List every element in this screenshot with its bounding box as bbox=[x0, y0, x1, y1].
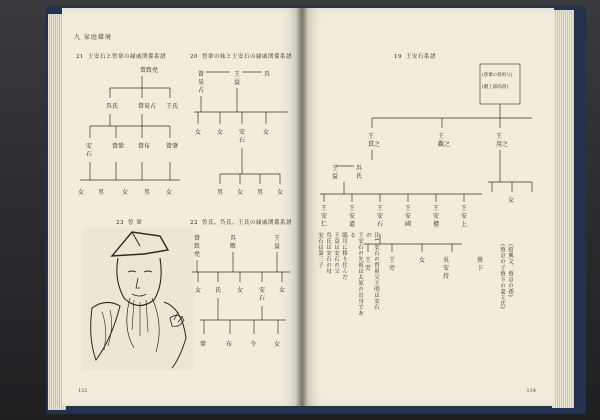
genealogy-chart-22 bbox=[190, 230, 294, 380]
node: 安 bbox=[239, 129, 246, 136]
genealogy-chart-20 bbox=[190, 62, 294, 212]
chart-number: 23 bbox=[116, 220, 124, 226]
node: 禮 bbox=[433, 221, 440, 228]
chart-title-text: 王安石と曾鞏の縁戚関係系譜 bbox=[88, 54, 167, 60]
chart-20-title bbox=[190, 52, 292, 60]
footnote-line: 安石は第三子 bbox=[317, 232, 323, 268]
node: 王氏 bbox=[166, 103, 179, 110]
node: 氏 bbox=[215, 287, 222, 294]
chart-number: 20 bbox=[190, 54, 198, 60]
node: 王 bbox=[389, 257, 396, 264]
node: 觀之 bbox=[438, 141, 451, 148]
side-note-line: (蔡京の子蔡卞の妻王氏) bbox=[499, 244, 505, 310]
footnote-line: 王益は安石の父 bbox=[333, 232, 339, 274]
node: 益 bbox=[234, 79, 241, 86]
note: (曾鞏の曾祖父) bbox=[482, 73, 513, 78]
node: 呉 bbox=[264, 71, 271, 78]
node: 國 bbox=[405, 221, 412, 228]
node: 石 bbox=[86, 151, 93, 158]
chart-title-text: 曾氏、呉氏、王氏の縁戚関係系譜 bbox=[202, 220, 293, 226]
node: 女 bbox=[279, 287, 286, 294]
node: 益 bbox=[274, 243, 281, 250]
node: 石 bbox=[239, 137, 246, 144]
node: 女 bbox=[274, 341, 281, 348]
genealogy-chart-21 bbox=[70, 62, 186, 212]
node: 男 bbox=[98, 189, 105, 196]
node: 女 bbox=[419, 257, 426, 264]
node: 易 bbox=[198, 79, 205, 86]
node: 安 bbox=[321, 213, 328, 220]
node: 女 bbox=[217, 129, 224, 136]
node: 上 bbox=[461, 221, 468, 228]
node: 令 bbox=[250, 341, 257, 348]
node: 石 bbox=[259, 295, 266, 302]
node: 堯 bbox=[194, 251, 201, 258]
node: 鞏 bbox=[200, 341, 207, 348]
node: 卞 bbox=[477, 265, 484, 272]
node: 曾 bbox=[194, 235, 201, 242]
node: 安 bbox=[433, 213, 440, 220]
node: 女 bbox=[263, 129, 270, 136]
node: 女 bbox=[166, 189, 173, 196]
node: 雱 bbox=[365, 265, 372, 272]
chart-number: 22 bbox=[190, 220, 198, 226]
footnote-line: 注1 安石の曾祖父王明は安石の bbox=[365, 232, 379, 311]
node: 曾鞏 bbox=[112, 143, 125, 150]
node: 占 bbox=[198, 87, 205, 94]
node: 吳 bbox=[443, 257, 450, 264]
portrait-illustration bbox=[82, 228, 194, 370]
footnote-line: 臨川に移り住んだ bbox=[341, 232, 347, 280]
chart-22-title bbox=[190, 218, 292, 226]
chart-21-title bbox=[76, 52, 166, 60]
node: 女 bbox=[277, 189, 284, 196]
node: 王 bbox=[274, 235, 281, 242]
node: 女 bbox=[78, 189, 85, 196]
chart-number: 19 bbox=[394, 54, 402, 60]
node: 女 bbox=[237, 189, 244, 196]
node: 曾布 bbox=[138, 143, 151, 150]
node: 安 bbox=[405, 213, 412, 220]
node: 用之 bbox=[496, 141, 509, 148]
node: 曾 bbox=[198, 71, 205, 78]
node: 女 bbox=[508, 197, 515, 204]
node: 王 bbox=[377, 205, 384, 212]
node: 王 bbox=[349, 205, 356, 212]
node: 女 bbox=[237, 287, 244, 294]
node: 王 bbox=[433, 205, 440, 212]
node: 曾致堯 bbox=[140, 67, 159, 74]
node: 安 bbox=[349, 213, 356, 220]
node: 安 bbox=[461, 213, 468, 220]
chart-number: 21 bbox=[76, 54, 84, 60]
footnote-line: 呉氏は安石の母 bbox=[325, 232, 331, 274]
chart-title-text: 曾鞏の妹と王安石の縁戚関係系譜 bbox=[202, 54, 293, 60]
node: 女 bbox=[122, 189, 129, 196]
right-page-edges bbox=[552, 10, 574, 408]
page-number-right: 134 bbox=[526, 388, 536, 394]
node: 石 bbox=[377, 221, 384, 228]
node: 蔡 bbox=[477, 257, 484, 264]
node: 致 bbox=[194, 243, 201, 250]
node: 王 bbox=[461, 205, 468, 212]
node: 曾易占 bbox=[138, 103, 157, 110]
node: 王 bbox=[234, 71, 241, 78]
node: 男 bbox=[217, 189, 224, 196]
node: 王 bbox=[321, 205, 328, 212]
node: 女 bbox=[195, 129, 202, 136]
node: 男 bbox=[257, 189, 264, 196]
footnote-line: 王安石の先祖は太原の出身である bbox=[349, 232, 363, 316]
node: 王 bbox=[365, 257, 372, 264]
node: 安 bbox=[259, 287, 266, 294]
node: 王 bbox=[438, 133, 445, 140]
node: 安 bbox=[86, 143, 93, 150]
node: 益 bbox=[332, 173, 339, 180]
node: 仁 bbox=[321, 221, 328, 228]
node: 王 bbox=[496, 133, 503, 140]
side-note-block bbox=[498, 244, 514, 318]
node: 呉 bbox=[356, 165, 363, 172]
chart-19-title bbox=[394, 52, 436, 60]
node: 畋 bbox=[230, 243, 237, 250]
running-head: 九 家庭環境 bbox=[74, 34, 112, 41]
node: 曾肇 bbox=[166, 143, 179, 150]
node: 道 bbox=[349, 221, 356, 228]
node: 安 bbox=[443, 265, 450, 272]
node: 呉 bbox=[230, 235, 237, 242]
genealogy-chart-19 bbox=[312, 62, 544, 242]
footnote-block bbox=[316, 232, 380, 316]
node: 王 bbox=[405, 205, 412, 212]
note: (贈工部尚書) bbox=[482, 85, 509, 90]
right-page bbox=[302, 8, 554, 406]
node: 女 bbox=[195, 287, 202, 294]
node: 呉氏 bbox=[106, 103, 119, 110]
node: 氏 bbox=[356, 173, 363, 180]
node: 王 bbox=[368, 133, 375, 140]
chart-title-text: 曾 鞏 bbox=[128, 220, 143, 226]
book-gutter bbox=[296, 8, 308, 406]
node: 王 bbox=[332, 165, 339, 172]
chart-title-text: 王安石系譜 bbox=[406, 54, 437, 60]
chart-23-title bbox=[116, 218, 142, 226]
page-number-left: 132 bbox=[78, 388, 88, 394]
node: 布 bbox=[226, 341, 233, 348]
node: 旁 bbox=[389, 265, 396, 272]
node: 安 bbox=[377, 213, 384, 220]
node: 持 bbox=[443, 273, 450, 280]
node: 男 bbox=[144, 189, 151, 196]
side-note-line: (紹興文、蔡京の孫) bbox=[507, 244, 513, 298]
node: 貫之 bbox=[368, 141, 381, 148]
left-page bbox=[62, 8, 302, 406]
